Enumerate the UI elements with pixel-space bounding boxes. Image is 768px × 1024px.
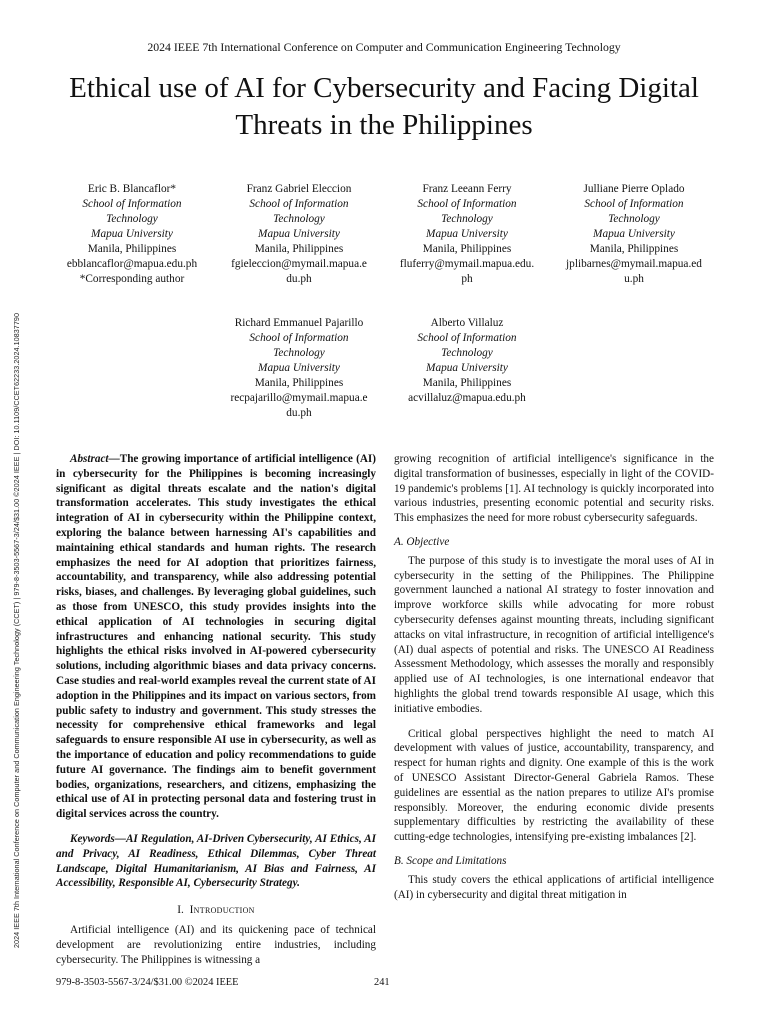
author-email: recpajarillo@mymail.mapua.e: [230, 392, 368, 404]
author-email-cont: ph: [461, 273, 473, 285]
keywords-text: —AI Regulation, AI-Driven Cybersecurity, AI Ethics, AI and Privacy, AI Readiness, Ethical Dilemmas, Cyber Threat Landscape, Digital Humanitarianism, AI Bias and Fairness, AI Accessibility, Responsible AI, Cybersecurity Strategy.: [56, 832, 376, 890]
author-email: acvillaluz@mapua.edu.ph: [408, 392, 526, 404]
author-name: Franz Leeann Ferry: [422, 183, 512, 195]
author-city: Manila, Philippines: [422, 377, 512, 389]
author-dept: Technology: [441, 347, 493, 359]
abstract-label: Abstract: [70, 453, 109, 465]
author-city: Manila, Philippines: [422, 243, 512, 255]
author-dept: Technology: [608, 213, 660, 225]
author-dept: School of Information: [82, 198, 182, 210]
objective-paragraph: Critical global perspectives highlight the need to match AI development with values of justice, accountability, transparency, and respect for human rights and dignity. One example of this is the work of UNESCO Assistant Director-General Gabriela Ramos. These guidelines are essential as the nation prepares to utilize AI's promise responsibly. Moreover, the enduring economic divide presents supplementary difficulties by restricting the availability of these cutting-edge technologies, intensifying pre-existing imbalances [2].: [394, 727, 714, 844]
author-name: Richard Emmanuel Pajarillo: [234, 317, 364, 329]
author-email: ebblancaflor@mapua.edu.ph: [66, 258, 198, 270]
doi-sidebar: 2024 IEEE 7th International Conference on Computer and Communication Engineering Technology (CCET) | 979-8-3503-5567-3/24/$31.00 ©2024 IEEE | DOI: 10.1109/CCET62233.2024.10837790: [12, 313, 21, 948]
scope-paragraph: This study covers the ethical applications of artificial intelligence (AI) in cybersecurity and digital threat mitigation in: [394, 873, 714, 901]
author-dept: Technology: [273, 347, 325, 359]
section-number: I.: [177, 904, 184, 917]
author-city: Manila, Philippines: [254, 377, 344, 389]
author-email-cont: u.ph: [624, 273, 644, 285]
author-name: Eric B. Blancaflor*: [87, 183, 177, 195]
author-name: Alberto Villaluz: [430, 317, 504, 329]
author-university: Mapua University: [426, 228, 508, 240]
title-line-2: Threats in the Philippines: [235, 109, 533, 141]
author-email-cont: du.ph: [286, 407, 312, 419]
author-dept: Technology: [106, 213, 158, 225]
author-city: Manila, Philippines: [254, 243, 344, 255]
author-dept: Technology: [441, 213, 493, 225]
paper-title: [30, 70, 738, 144]
abstract: [56, 452, 376, 822]
author-block: [551, 182, 717, 287]
author-name: Julliane Pierre Oplado: [583, 183, 685, 195]
author-university: Mapua University: [593, 228, 675, 240]
author-dept: School of Information: [584, 198, 684, 210]
corresponding-note: *Corresponding author: [79, 273, 185, 285]
author-dept: School of Information: [417, 198, 517, 210]
author-block: [216, 316, 382, 421]
abstract-text: —The growing importance of artificial intelligence (AI) in cybersecurity for the Philippines is becoming increasingly significant as digital threats escalate and the nation's digital transformation accelerates. This study investigates the ethical integration of AI in cybersecurity within the Philippine context, exploring the balance between harnessing AI's capabilities and maintaining ethical standards and human rights. The research emphasizes the need for AI adoption that prioritizes fairness, accountability, and transparency, while also addressing potential risks, biases, and challenges. By leveraging global guidelines, such as those from UNESCO, this study provides insights into the ethical application of AI technologies in securing digital infrastructures and enhancing national security. This study highlights the ethical risks involved in AI-powered cybersecurity solutions, including algorithmic biases and data privacy concerns. Case studies and real-world examples reveal the current state of AI adoption in the Philippines and its impact on various sectors, from public safety to industry and government. This study stresses the necessity for comprehensive ethical frameworks and legal safeguards to ensure responsible AI use in cybersecurity, as well as the importance of education and policy recommendations to guide future AI governance. The findings aim to benefit government bodies, organizations, researchers, and citizens, emphasizing the ethical use of AI in protecting personal data and fostering trust in digital services across the country.: [56, 453, 376, 821]
author-city: Manila, Philippines: [589, 243, 679, 255]
author-block: [384, 316, 550, 406]
author-dept: School of Information: [249, 198, 349, 210]
author-dept: School of Information: [417, 332, 517, 344]
author-dept: Technology: [273, 213, 325, 225]
page-number: 241: [374, 977, 390, 988]
subsection-heading-objective: A. Objective: [394, 535, 450, 548]
footer-copyright: 979-8-3503-5567-3/24/$31.00 ©2024 IEEE: [56, 977, 239, 988]
intro-paragraph-continued: growing recognition of artificial intelligence's significance in the digital transformation of businesses, especially in light of the COVID-19 pandemic's problems [1]. AI technology is quickly incorporated into various industries, presenting economic potential and security risks. This emphasizes the need for more robust cybersecurity safeguards.: [394, 453, 714, 525]
author-dept: School of Information: [249, 332, 349, 344]
author-university: Mapua University: [426, 362, 508, 374]
title-line-1: Ethical use of AI for Cybersecurity and Facing Digital: [69, 72, 699, 104]
section-heading-introduction: [56, 903, 376, 918]
author-email-cont: du.ph: [286, 273, 312, 285]
author-email: fgieleccion@mymail.mapua.e: [231, 258, 367, 270]
conference-header: 2024 IEEE 7th International Conference on Computer and Communication Engineering Technology: [147, 40, 621, 54]
author-block: [384, 182, 550, 287]
author-block: [216, 182, 382, 287]
author-block: [49, 182, 215, 287]
section-title: Introduction: [189, 904, 255, 917]
subsection-heading-scope: B. Scope and Limitations: [394, 854, 507, 867]
author-email: jplibarnes@mymail.mapua.ed: [566, 258, 702, 270]
left-column: [56, 452, 376, 967]
author-city: Manila, Philippines: [87, 243, 177, 255]
author-name: Franz Gabriel Eleccion: [246, 183, 352, 195]
objective-paragraph: The purpose of this study is to investigate the moral uses of AI in cybersecurity in the setting of the Philippines. The Philippine government launched a national AI strategy to foster innovation and improve workforce skills while advocating for more robust cybersecurity defenses against mounting threats, including significant attacks on vital infrastructure, in recognition of artificial intelligence's (AI) dual aspects of potential and risks. The UNESCO AI Readiness Assessment Methodology, which assesses the morally and responsibly applied use of AI technologies, is one international endeavor that highlights the global trend towards responsible AI usage, which this initiative embodies.: [394, 554, 714, 715]
right-column: [394, 452, 714, 902]
keywords-label: Keywords: [70, 832, 115, 845]
intro-paragraph: Artificial intelligence (AI) and its quickening pace of technical development are revolutionizing entire industries, including cybersecurity. The Philippines is witnessing a: [56, 923, 376, 966]
author-email: fluferry@mymail.mapua.edu.: [399, 258, 535, 270]
author-university: Mapua University: [91, 228, 173, 240]
keywords: [56, 832, 376, 891]
author-university: Mapua University: [258, 228, 340, 240]
author-university: Mapua University: [258, 362, 340, 374]
